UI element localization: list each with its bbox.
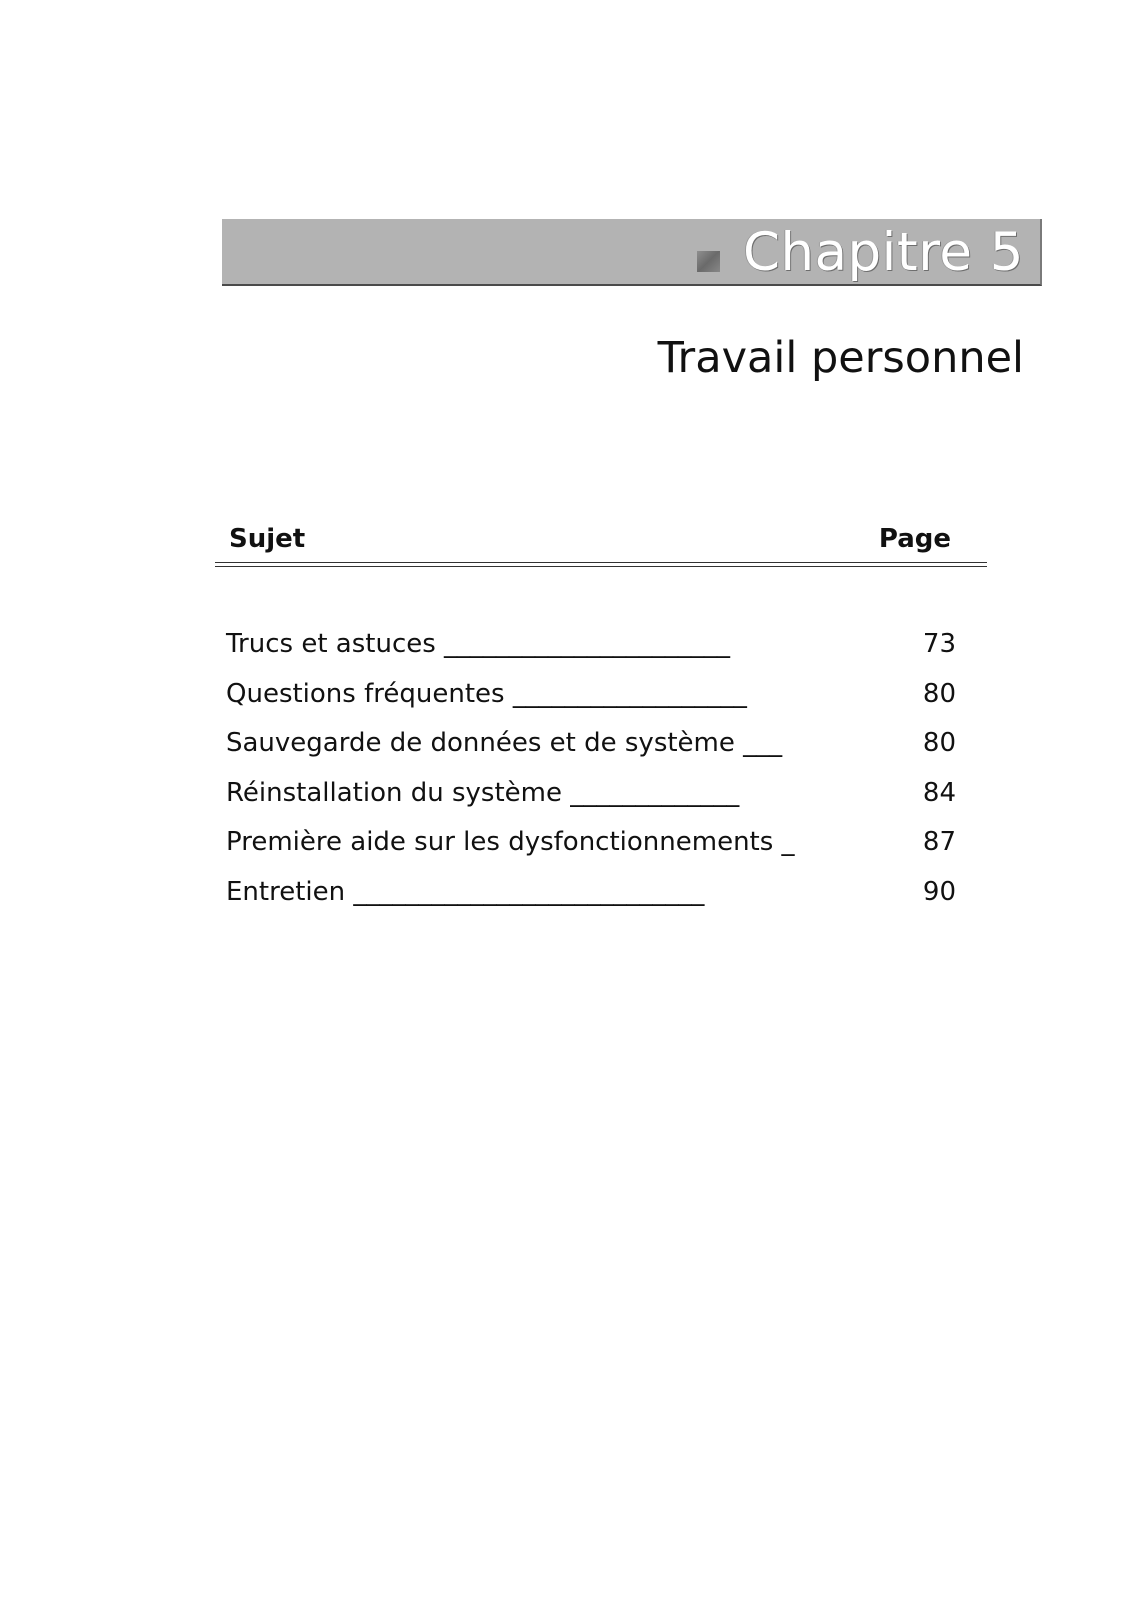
chapter-title: Chapitre 5 <box>742 222 1024 283</box>
toc-entry[interactable] <box>226 818 956 868</box>
toc-entry-page: 87 <box>922 827 956 857</box>
section-title: Travail personnel <box>657 333 1024 383</box>
toc-entry[interactable] <box>226 719 956 769</box>
toc-entry[interactable] <box>226 670 956 720</box>
toc-entry-page: 73 <box>922 629 956 659</box>
toc-entry[interactable] <box>226 769 956 819</box>
toc-entry-page: 80 <box>922 678 956 709</box>
toc-entry-label: Trucs et astuces ______________________ <box>226 629 731 659</box>
toc-list <box>226 620 956 917</box>
toc-entry-page: 90 <box>922 876 956 907</box>
toc-entry[interactable] <box>226 620 956 670</box>
toc-entry-label: Réinstallation du système _____________ <box>226 777 740 808</box>
chapter-banner <box>222 219 1042 286</box>
toc-entry-page: 80 <box>922 728 956 758</box>
toc-header <box>215 518 987 568</box>
toc-entry-page: 84 <box>922 777 956 808</box>
toc-entry-label: Première aide sur les dysfonctionnements _ <box>226 827 795 857</box>
toc-entry-label: Questions fréquentes __________________ <box>226 678 747 709</box>
toc-double-rule <box>215 562 987 567</box>
toc-header-page: Page <box>878 524 951 554</box>
toc-header-subject: Sujet <box>229 524 306 554</box>
toc-entry-label: Entretien ___________________________ <box>226 876 705 907</box>
square-bullet-icon <box>697 251 720 272</box>
toc-entry-label: Sauvegarde de données et de système ___ <box>226 728 783 758</box>
toc-entry[interactable] <box>226 868 956 918</box>
